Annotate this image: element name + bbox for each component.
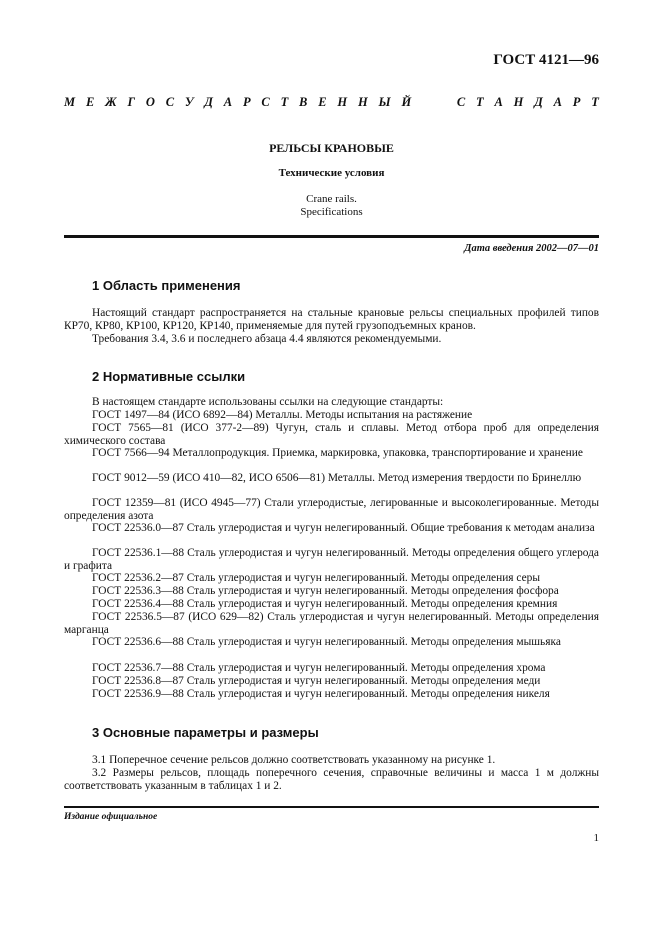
- reference-item: ГОСТ 22536.9—88 Сталь углеродистая и чугун нелегированный. Методы определения никеля: [92, 688, 550, 700]
- english-title: [64, 193, 599, 219]
- banner-word2-letter: С: [456, 95, 466, 109]
- section-2-heading: 2 Нормативные ссылки: [92, 369, 246, 384]
- banner-word1-letter: Г: [127, 95, 135, 109]
- reference-item: ГОСТ 22536.7—88 Сталь углеродистая и чугун нелегированный. Методы определения хрома: [92, 662, 546, 674]
- edition-note: Издание официальное: [64, 812, 158, 822]
- banner-word2-letter: Н: [513, 95, 524, 109]
- english-title-line1: Crane rails.: [306, 193, 357, 205]
- banner-word1-letter: Й: [401, 95, 412, 109]
- banner-word2-letter: Т: [476, 95, 484, 109]
- reference-item: ГОСТ 9012—59 (ИСО 410—82, ИСО 6506—81) Металлы. Метод измерения твердости по Бринеллю: [92, 472, 582, 484]
- section-1-paragraph-2: Требования 3.4, 3.6 и последнего абзаца 4.4 являются рекомендуемыми.: [92, 333, 442, 345]
- section-1-paragraph-1: Настоящий стандарт распространяется на стальные крановые рельсы специальных профилей типов КР70, КР80, КР100, КР120, КР140, применяемые для путей грузоподъемных кранов.: [64, 307, 599, 332]
- section-3-heading: 3 Основные параметры и размеры: [92, 725, 319, 740]
- english-title-line2: Specifications: [300, 206, 363, 218]
- banner-word1-letter: Р: [242, 95, 251, 109]
- banner-word2-letter: Т: [591, 95, 599, 109]
- banner-gap: [422, 95, 446, 110]
- reference-item: ГОСТ 12359—81 (ИСО 4945—77) Стали углеродистые, легированные и высоколегированные. Методы определения азота: [64, 497, 599, 522]
- banner-word2-letter: Р: [572, 95, 581, 109]
- reference-item: ГОСТ 22536.5—87 (ИСО 629—82) Сталь углеродистая и чугун нелегированный. Методы определения марганца: [64, 611, 599, 636]
- introduction-date: Дата введения 2002—07—01: [464, 243, 599, 254]
- reference-item: ГОСТ 22536.0—87 Сталь углеродистая и чугун нелегированный. Общие требования к методам анализа: [92, 522, 595, 534]
- banner-word1-letter: О: [145, 95, 155, 109]
- banner-word1-letter: А: [223, 95, 233, 109]
- reference-item: ГОСТ 22536.8—87 Сталь углеродистая и чугун нелегированный. Методы определения меди: [92, 675, 541, 687]
- reference-item: ГОСТ 22536.2—87 Сталь углеродистая и чугун нелегированный. Методы определения серы: [92, 572, 540, 584]
- reference-item: ГОСТ 22536.4—88 Сталь углеродистая и чугун нелегированный. Методы определения кремния: [92, 598, 558, 610]
- section-3-paragraph-2: 3.2 Размеры рельсов, площадь поперечного сечения, справочные величины и масса 1 м должны соответствовать указанным в таблицах 1 и 2.: [64, 767, 599, 792]
- banner-word2-letter: А: [494, 95, 503, 109]
- banner-word1-letter: Н: [357, 95, 368, 109]
- banner-word1-letter: У: [184, 95, 194, 109]
- banner-word1-letter: Т: [280, 95, 289, 109]
- banner-word1-letter: М: [64, 95, 76, 109]
- reference-item: ГОСТ 7565—81 (ИСО 377-2—89) Чугун, сталь и сплавы. Метод отбора проб для определения химического состава: [64, 422, 599, 447]
- section-2-intro: В настоящем стандарте использованы ссылки на следующие стандарты:: [92, 396, 444, 408]
- section-1-heading: 1 Область применения: [92, 278, 241, 293]
- banner-word1-letter: Ж: [105, 95, 117, 109]
- reference-item: ГОСТ 1497—84 (ИСО 6892—84) Металлы. Методы испытания на растяжение: [92, 409, 473, 421]
- title-divider: [64, 235, 599, 238]
- banner-word2-letter: А: [553, 95, 562, 109]
- banner-word1-letter: С: [165, 95, 175, 109]
- banner-word1-letter: Е: [85, 95, 95, 109]
- document-title: РЕЛЬСЫ КРАНОВЫЕ: [269, 141, 394, 155]
- document-subtitle: Технические условия: [278, 167, 385, 179]
- document-number: ГОСТ 4121—96: [493, 52, 599, 68]
- reference-item: ГОСТ 22536.1—88 Сталь углеродистая и чугун нелегированный. Методы определения общего углерода и графита: [64, 547, 599, 572]
- reference-item: ГОСТ 22536.3—88 Сталь углеродистая и чугун нелегированный. Методы определения фосфора: [92, 585, 559, 597]
- banner-word1-letter: С: [261, 95, 270, 109]
- banner-word1-letter: В: [299, 95, 308, 109]
- banner-word1-letter: Н: [337, 95, 348, 109]
- reference-item: ГОСТ 22536.6—88 Сталь углеродистая и чугун нелегированный. Методы определения мышьяка: [92, 636, 561, 648]
- footer-divider: [64, 806, 599, 808]
- page-number: 1: [593, 832, 599, 844]
- reference-item: ГОСТ 7566—94 Металлопродукция. Приемка, маркировка, упаковка, транспортирование и хранение: [92, 447, 583, 459]
- banner-word1-letter: Е: [318, 95, 327, 109]
- banner-word1-letter: Ы: [378, 95, 391, 109]
- banner-word1-letter: Д: [204, 95, 213, 109]
- banner-word2-letter: Д: [534, 95, 543, 109]
- section-3-paragraph-1: 3.1 Поперечное сечение рельсов должно соответствовать указанному на рисунке 1.: [92, 754, 496, 766]
- standard-banner: [64, 95, 599, 110]
